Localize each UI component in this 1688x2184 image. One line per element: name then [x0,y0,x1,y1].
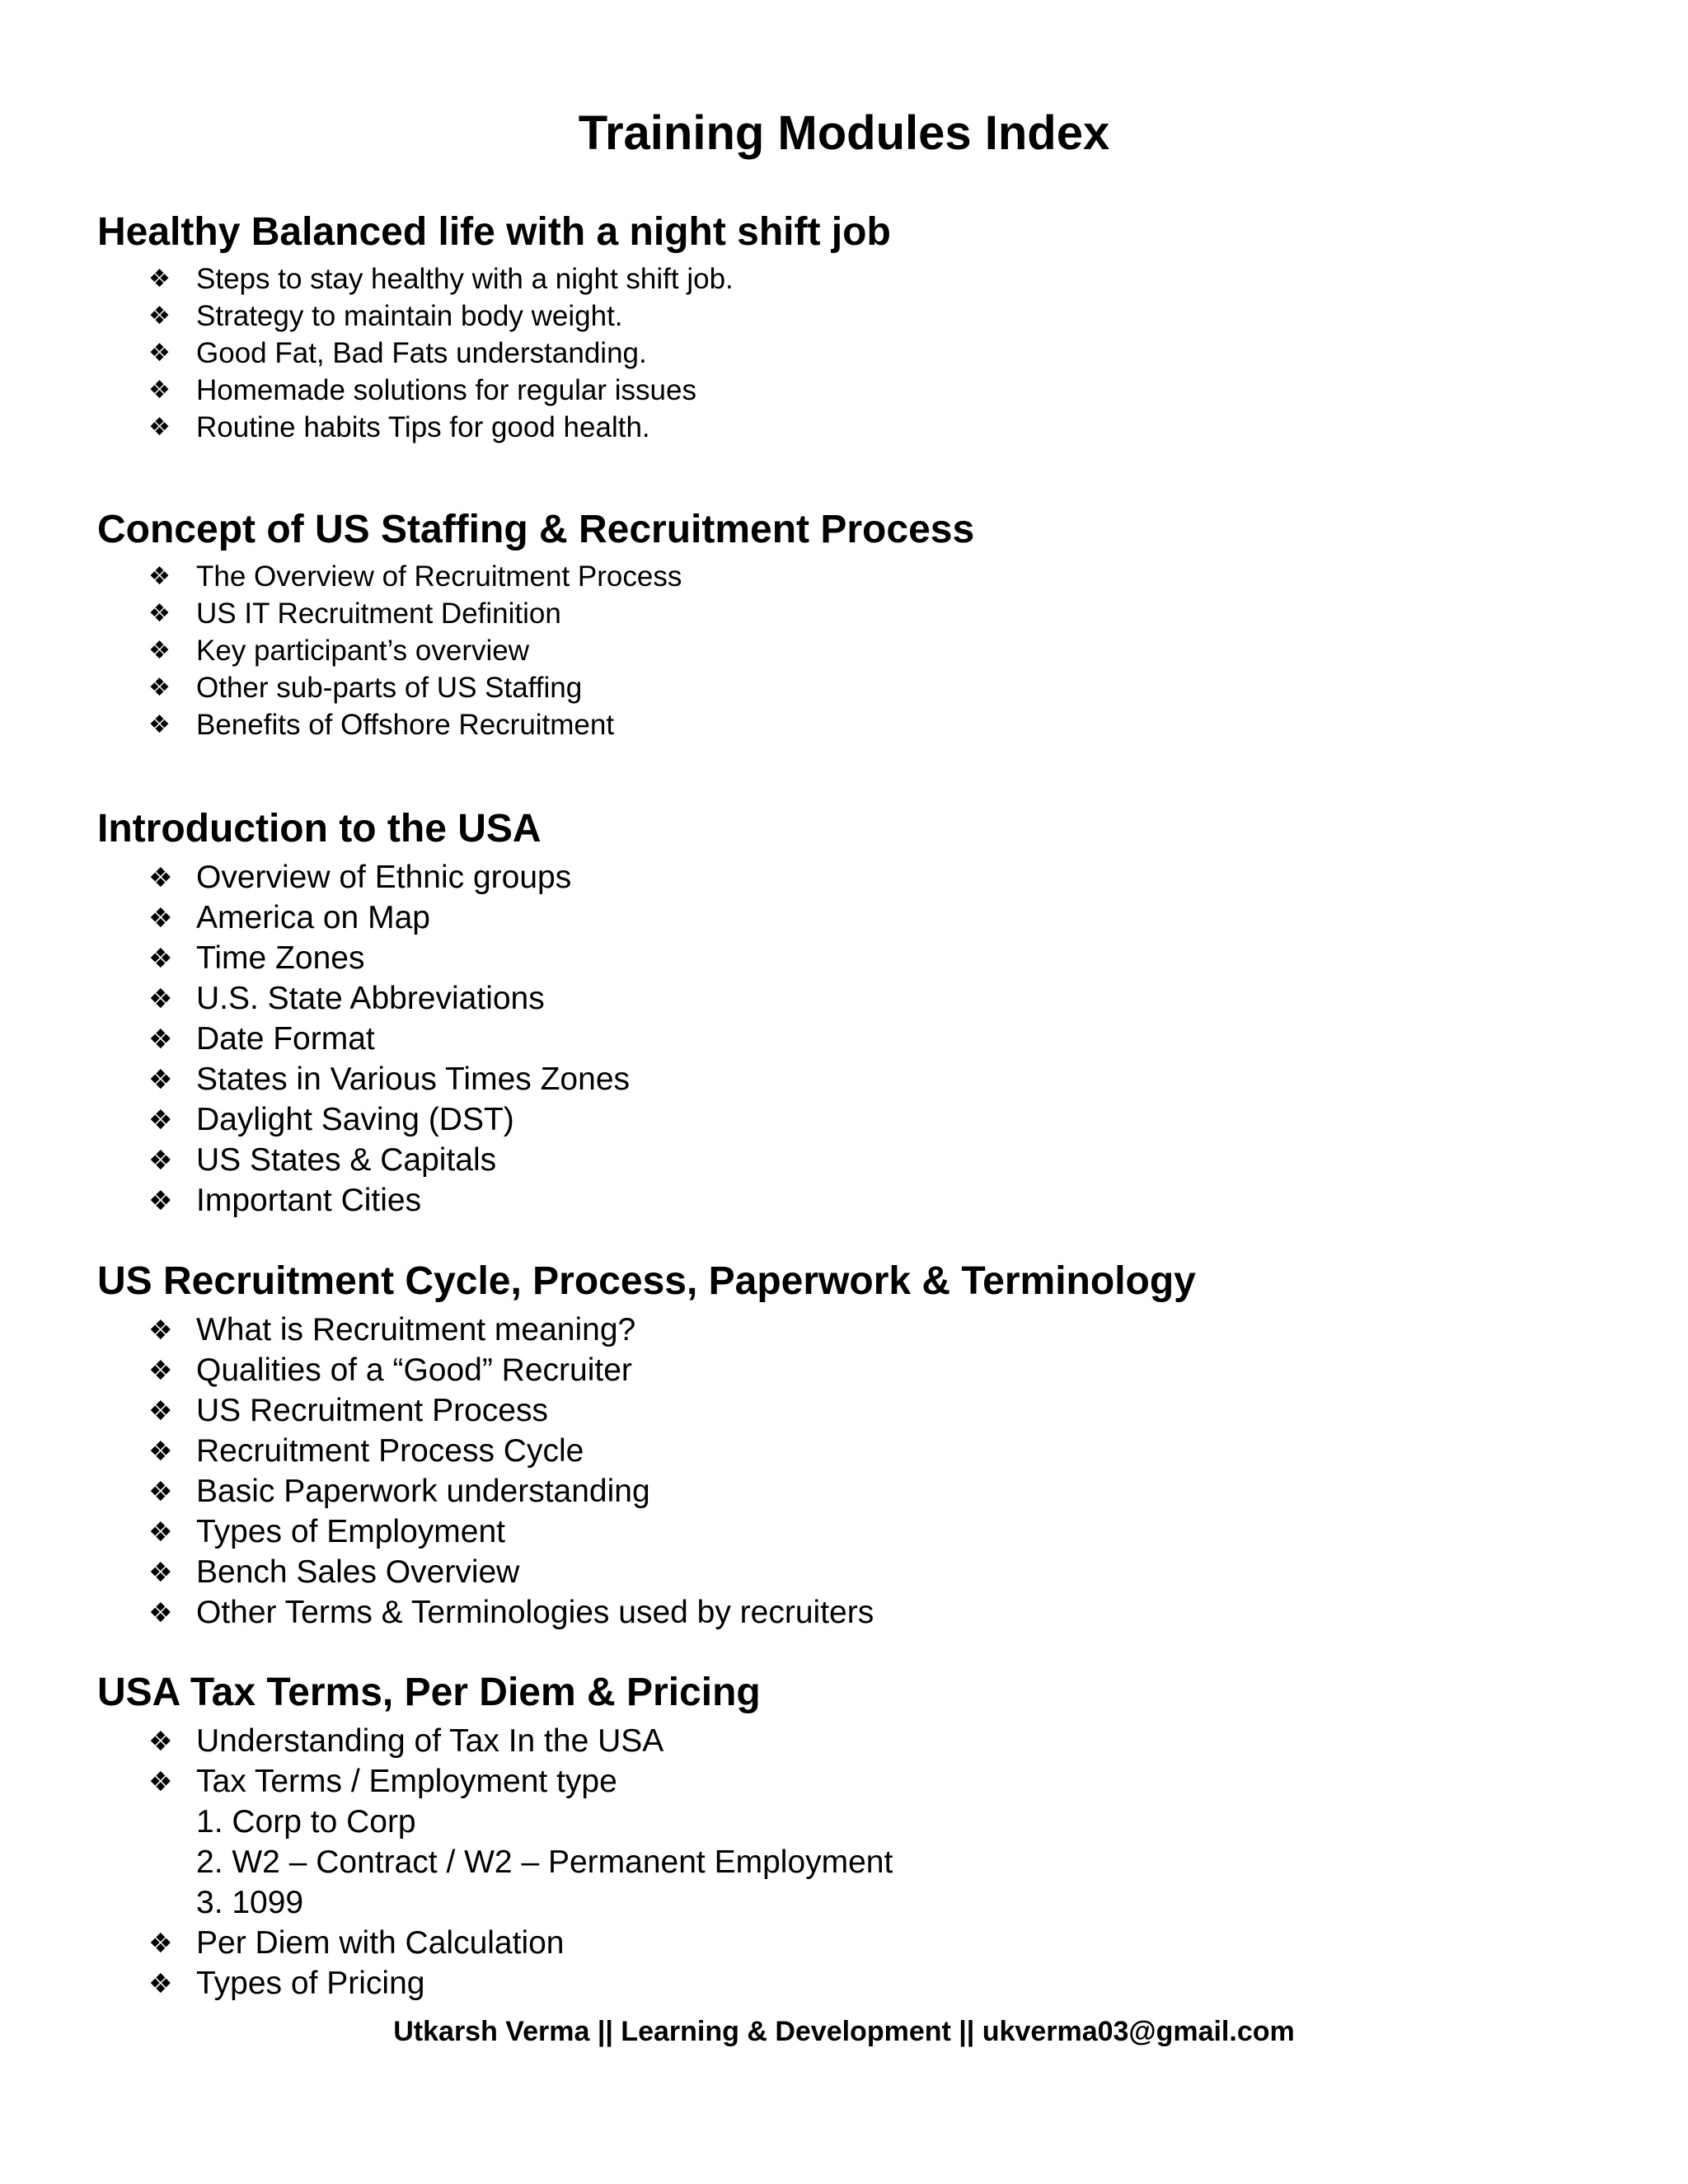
bullet-diamond-icon: ❖ [148,1435,173,1467]
bullet-diamond-icon: ❖ [148,710,171,739]
list-item-text: Overview of Ethnic groups [196,860,572,895]
section-us-staffing [97,502,1597,743]
bullet-diamond-icon: ❖ [148,562,171,591]
list-item [97,1963,1597,2004]
list-item-text: Other Terms & Terminologies used by recruiters [196,1595,874,1630]
list-item-text: Per Diem with Calculation [196,1925,565,1961]
list-item [97,1511,1597,1552]
list-item-text: Key participant’s overview [196,635,529,667]
list-item [97,669,1597,706]
bullet-diamond-icon: ❖ [148,1394,173,1427]
list-item [97,335,1597,372]
list-item [97,1761,1597,1802]
bullet-diamond-icon: ❖ [148,1967,173,1999]
section-heading: Concept of US Staffing & Recruitment Process [97,508,975,551]
bullet-diamond-icon: ❖ [148,1516,173,1548]
list-item [97,1099,1597,1140]
bullet-diamond-icon: ❖ [148,413,171,442]
bullet-diamond-icon: ❖ [148,1475,173,1507]
numbered-sub-item: 3. 1099 [196,1885,304,1920]
list-item [97,857,1597,898]
list-item-text: Understanding of Tax In the USA [196,1723,664,1759]
list-item-text: What is Recruitment meaning? [196,1312,636,1347]
bullet-diamond-icon: ❖ [148,1144,173,1176]
list-item-text: States in Various Times Zones [196,1062,631,1097]
list-item-text: US States & Capitals [196,1142,497,1178]
list-item [97,260,1597,298]
list-item [97,1350,1597,1390]
list-item [97,595,1597,632]
list-item [97,1592,1597,1633]
list-item [97,1390,1597,1431]
list-item [97,558,1597,595]
list-item [97,298,1597,335]
list-item-text: U.S. State Abbreviations [196,981,545,1016]
list-item-text: Benefits of Offshore Recruitment [196,709,615,741]
bullet-diamond-icon: ❖ [148,982,173,1015]
list-item [97,1310,1597,1350]
page-title: Training Modules Index [578,106,1110,160]
list-item-text: Steps to stay healthy with a night shift job. [196,263,734,295]
list-item-text: Bench Sales Overview [196,1554,520,1590]
list-item-text: Types of Pricing [196,1966,425,2001]
bullet-diamond-icon: ❖ [148,1556,173,1588]
list-item-text: Strategy to maintain body weight. [196,300,623,332]
section-heading: Introduction to the USA [97,807,542,851]
bullet-diamond-icon: ❖ [148,1927,173,1959]
list-item [97,1471,1597,1511]
list-item [97,1431,1597,1471]
section-recruitment-cycle [97,1254,1597,1633]
bullet-diamond-icon: ❖ [148,339,171,368]
bullet-diamond-icon: ❖ [148,1023,173,1055]
list-item-text: Tax Terms / Employment type [196,1764,617,1799]
list-item-text: Time Zones [196,940,365,976]
list-item-text: US IT Recruitment Definition [196,598,561,630]
list-item [97,1140,1597,1180]
bullet-diamond-icon: ❖ [148,942,173,974]
list-item [97,938,1597,978]
list-item-text: US Recruitment Process [196,1393,548,1428]
list-item-text: Recruitment Process Cycle [196,1433,584,1469]
list-item [97,409,1597,446]
section-intro-usa [97,801,1597,1221]
numbered-sub-item: 2. W2 – Contract / W2 – Permanent Employment [196,1844,893,1880]
section-item-list [97,260,1597,446]
list-item-text: Important Cities [196,1183,422,1218]
bullet-diamond-icon: ❖ [148,861,173,893]
numbered-sub-item: 1. Corp to Corp [196,1804,416,1840]
bullet-diamond-icon: ❖ [148,1725,173,1757]
list-item [97,1059,1597,1099]
section-item-list [97,1310,1597,1633]
section-item-list [97,558,1597,743]
bullet-diamond-icon: ❖ [148,599,171,628]
bullet-diamond-icon: ❖ [148,1104,173,1136]
list-item-text: Basic Paperwork understanding [196,1474,650,1509]
bullet-diamond-icon: ❖ [148,265,171,293]
list-item-text: America on Map [196,900,430,935]
section-heading: Healthy Balanced life with a night shift job [97,210,891,254]
section-item-list [97,1721,1597,2004]
list-item-text: Daylight Saving (DST) [196,1102,514,1137]
list-item-text: Date Format [196,1021,375,1057]
list-item [97,372,1597,409]
bullet-diamond-icon: ❖ [148,1596,173,1629]
list-item [97,1923,1597,1963]
bullet-diamond-icon: ❖ [148,902,173,934]
list-item-text: Types of Employment [196,1514,505,1549]
bullet-diamond-icon: ❖ [148,1765,173,1797]
list-item-text: Qualities of a “Good” Recruiter [196,1352,632,1388]
list-item-text: Good Fat, Bad Fats understanding. [196,337,647,369]
list-item-text: Other sub-parts of US Staffing [196,672,583,704]
section-tax-terms [97,1665,1597,2004]
section-heading: USA Tax Terms, Per Diem & Pricing [97,1671,761,1714]
section-heading: US Recruitment Cycle, Process, Paperwork & Terminology [97,1259,1196,1303]
bullet-diamond-icon: ❖ [148,636,171,665]
page-footer: Utkarsh Verma || Learning & Development || ukverma03@gmail.com [393,2016,1295,2047]
list-item [97,1721,1597,1761]
bullet-diamond-icon: ❖ [148,673,171,702]
section-item-list [97,857,1597,1221]
bullet-diamond-icon: ❖ [148,376,171,405]
list-item [97,1180,1597,1221]
list-item [97,978,1597,1019]
list-item-text: Homemade solutions for regular issues [196,374,696,406]
section-healthy-life [97,204,1597,446]
bullet-diamond-icon: ❖ [148,1063,173,1095]
bullet-diamond-icon: ❖ [148,1314,173,1346]
bullet-diamond-icon: ❖ [148,1354,173,1386]
list-item-text: The Overview of Recruitment Process [196,560,682,593]
list-item [97,898,1597,938]
list-item-text: Routine habits Tips for good health. [196,411,650,443]
list-item [97,706,1597,743]
list-item [97,632,1597,669]
bullet-diamond-icon: ❖ [148,302,171,330]
bullet-diamond-icon: ❖ [148,1184,173,1216]
list-item [97,1019,1597,1059]
list-item [97,1552,1597,1592]
